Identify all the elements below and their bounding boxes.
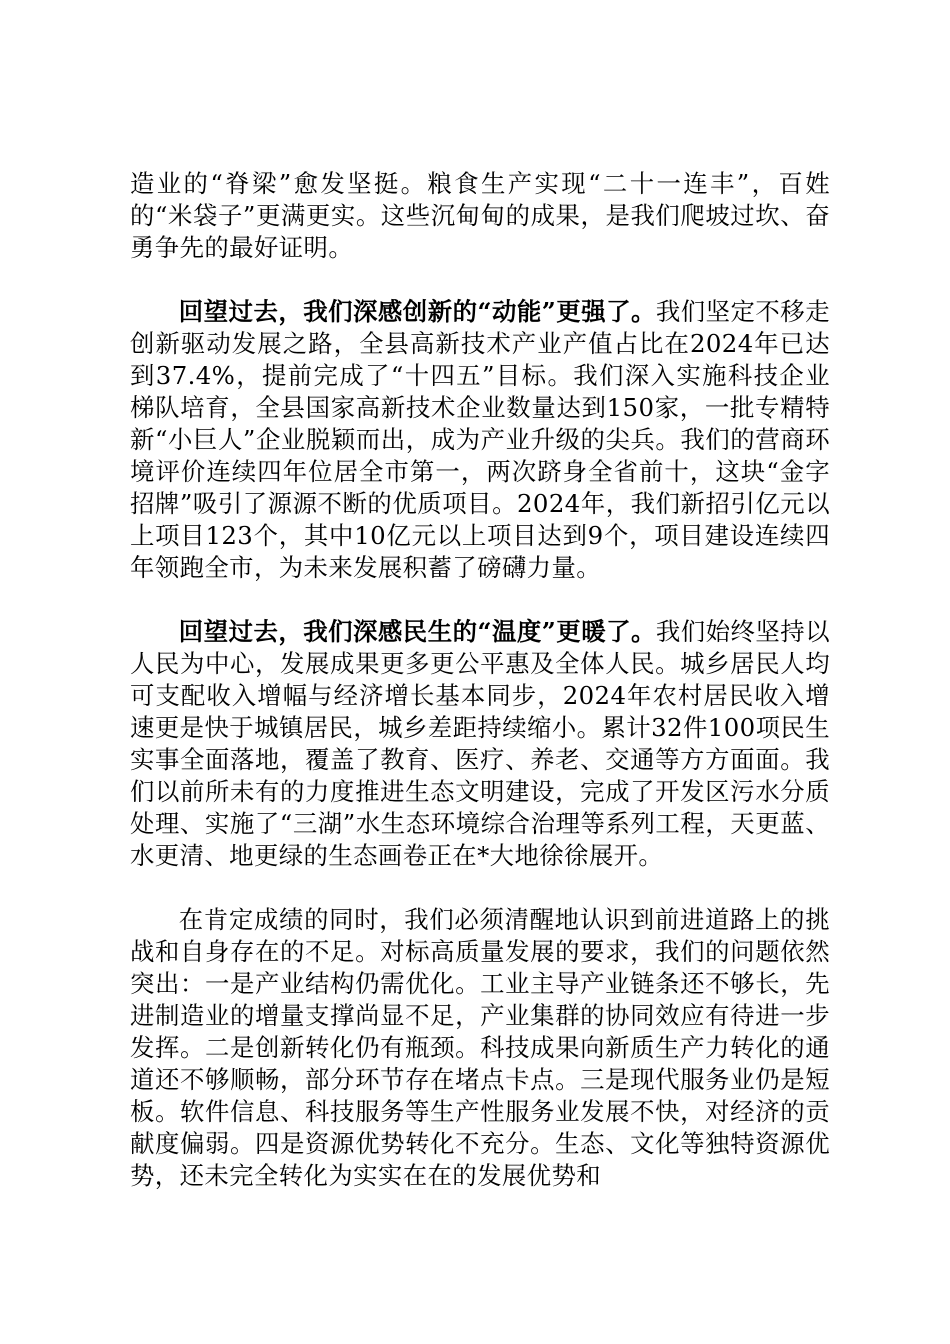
paragraph-4 <box>130 904 830 1192</box>
paragraph-3-text: 我们始终坚持以人民为中心，发展成果更多更公平惠及全体人民。城乡居民人均可支配收入增幅与经济增长基本同步，2024年农村居民收入增速更是快于城镇居民，城乡差距持续缩小。累计32件100项民生实事全面落地，覆盖了教育、医疗、养老、交通等方方面面。我们以前所未有的力度推进生态文明建设，完成了开发区污水分质处理、实施了“三湖”水生态环境综合治理等系列工程，天更蓝、水更清、地更绿的生态画卷正在*大地徐徐展开。 <box>130 617 830 870</box>
paragraph-2 <box>130 296 830 584</box>
paragraph-2-lead: 回望过去，我们深感创新的“动能”更强了。 <box>178 297 656 326</box>
document-page <box>130 168 830 1224</box>
paragraph-2-text: 我们坚定不移走创新驱动发展之路，全县高新技术产业产值占比在2024年已达到37.4%，提前完成了“十四五”目标。我们深入实施科技企业梯队培育，全县国家高新技术企业数量达到150家，一批专精特新“小巨人”企业脱颖而出，成为产业升级的尖兵。我们的营商环境评价连续四年位居全市第一，两次跻身全省前十，这块“金字招牌”吸引了源源不断的优质项目。2024年，我们新招引亿元以上项目123个，其中10亿元以上项目达到9个，项目建设连续四年领跑全市，为未来发展积蓄了磅礴力量。 <box>130 297 830 582</box>
paragraph-3 <box>130 616 830 872</box>
paragraph-3-lead: 回望过去，我们深感民生的“温度”更暖了。 <box>178 617 656 646</box>
paragraph-1-text: 造业的“脊梁”愈发坚挺。粮食生产实现“二十一连丰”，百姓的“米袋子”更满更实。这些沉甸甸的成果，是我们爬坡过坎、奋勇争先的最好证明。 <box>130 169 830 262</box>
paragraph-1 <box>130 168 830 264</box>
paragraph-4-text: 在肯定成绩的同时，我们必须清醒地认识到前进道路上的挑战和自身存在的不足。对标高质量发展的要求，我们的问题依然突出：一是产业结构仍需优化。工业主导产业链条还不够长，先进制造业的增量支撑尚显不足，产业集群的协同效应有待进一步发挥。二是创新转化仍有瓶颈。科技成果向新质生产力转化的通道还不够顺畅，部分环节存在堵点卡点。三是现代服务业仍是短板。软件信息、科技服务等生产性服务业发展不快，对经济的贡献度偏弱。四是资源优势转化不充分。生态、文化等独特资源优势，还未完全转化为实实在在的发展优势和 <box>130 905 830 1190</box>
